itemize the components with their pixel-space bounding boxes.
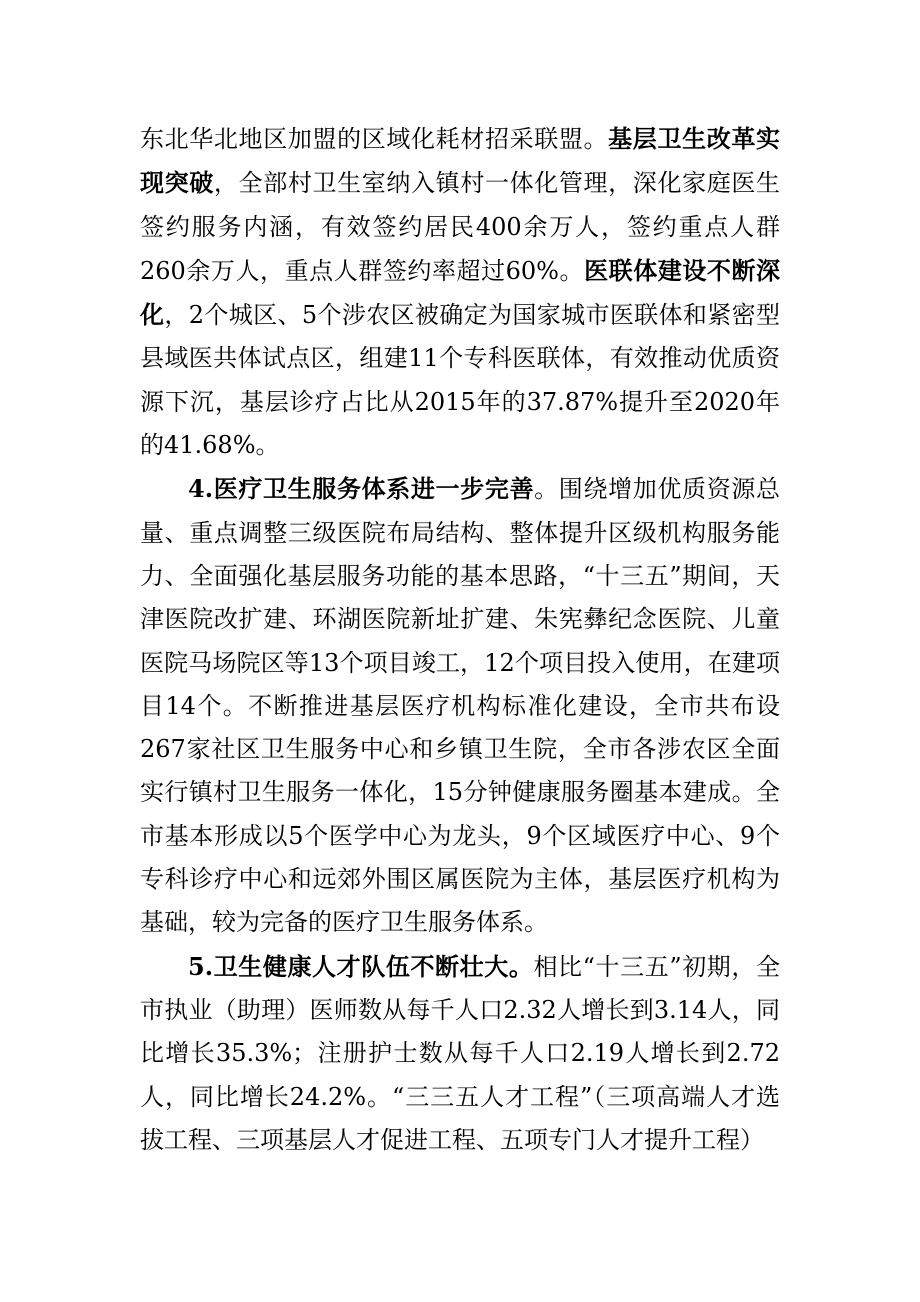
- text-run: ，全部村卫生室纳入镇村一体化管理，深化家庭医生签约服务内涵，有效签约居民400余万人，签约重点人群260余万人，重点人群签约率超过60%。: [140, 169, 781, 285]
- heading-grassroots-reform: 基层卫生改革实现突破: [140, 124, 781, 198]
- paragraph-talent-team: [140, 945, 780, 1162]
- paragraph-grassroots-reform: [140, 117, 780, 467]
- heading-service-system: 4.医疗卫生服务体系进一步完善: [188, 474, 535, 504]
- paragraph-service-system: [140, 467, 780, 944]
- heading-talent-team: 5.卫生健康人才队伍不断壮大。: [188, 951, 534, 981]
- text-run: 相比“十三五”初期，全市执业（助理）医师数从每千人口2.32人增长到3.14人，同比增长35.3%；注册护士数从每千人口2.19人增长到2.72人，同比增长24.2%。“三三五人才工程”（三项高端人才选拔工程、三项基层人才促进工程、五项专门人才提升工程）: [140, 952, 780, 1154]
- text-run: ，2个城区、5个涉农区被确定为国家城市医联体和紧密型县域医共体试点区，组建11个专科医联体，有效推动优质资源下沉，基层诊疗占比从2015年的37.87%提升至2020年的41.68%。: [140, 301, 781, 460]
- document-body: [140, 117, 780, 1162]
- text-run: 东北华北地区加盟的区域化耗材招采联盟。: [140, 125, 609, 153]
- heading-medical-alliance: 医联体建设不断深化: [140, 255, 781, 330]
- text-run: 。围绕增加优质资源总量、重点调整三级医院布局结构、整体提升区级机构服务能力、全面强化基层服务功能的基本思路，“十三五”期间，天津医院改扩建、环湖医院新址扩建、朱宪彝纪念医院、儿童医院马场院区等13个项目竣工，12个项目投入使用，在建项目14个。不断推进基层医疗机构标准化建设，全市共布设267家社区卫生服务中心和乡镇卫生院，全市各涉农区全面实行镇村卫生服务一体化，15分钟健康服务圈基本建成。全市基本形成以5个医学中心为龙头，9个区域医疗中心、9个专科诊疗中心和远郊外围区属医院为主体，基层医疗机构为基础，较为完备的医疗卫生服务体系。: [140, 475, 781, 937]
